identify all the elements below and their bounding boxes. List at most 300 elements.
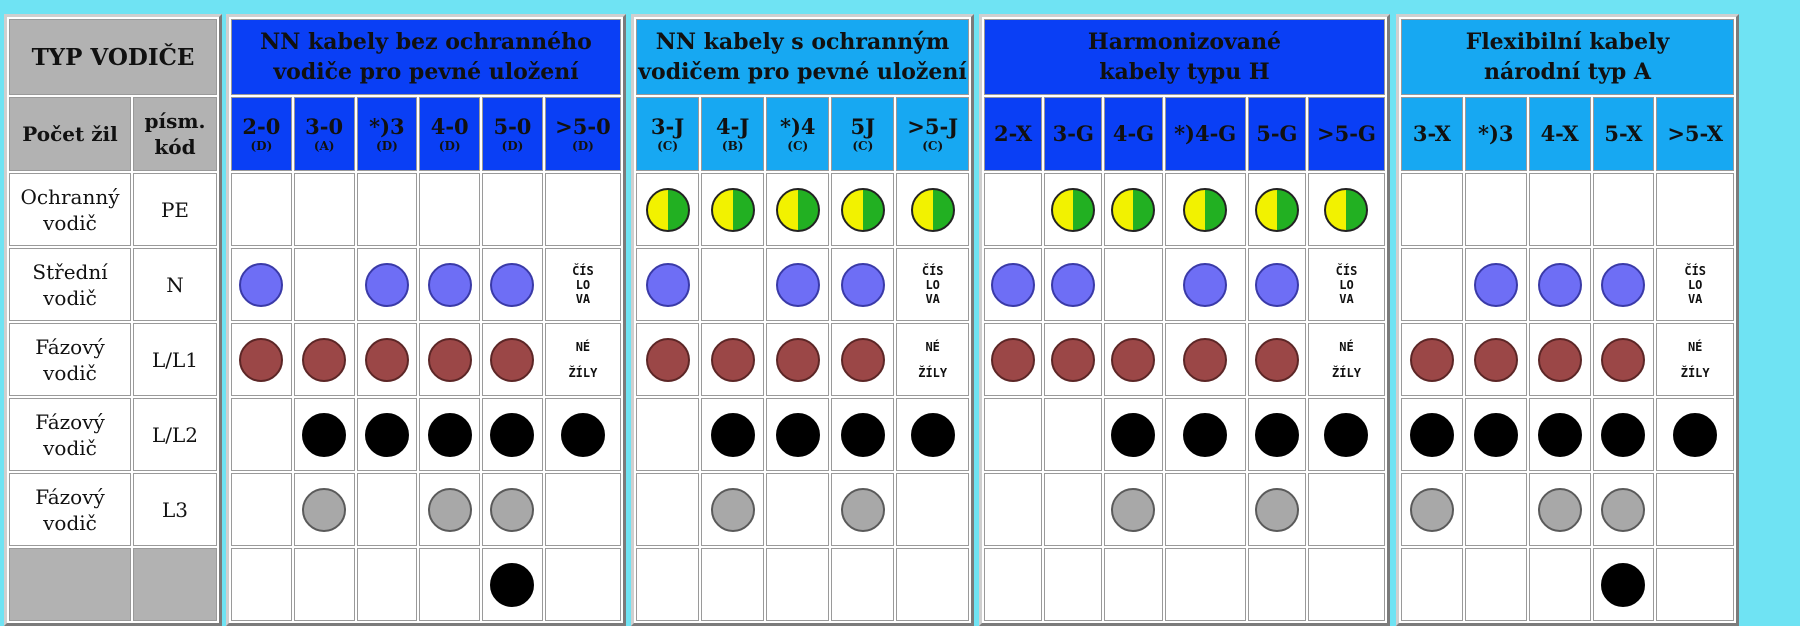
core-row xyxy=(636,248,969,321)
core-cell xyxy=(1401,398,1463,471)
core-row xyxy=(636,473,969,546)
core-cell xyxy=(984,398,1042,471)
conductor-name-line2: vodič xyxy=(43,285,97,310)
core-cell xyxy=(1529,398,1591,471)
conductor-code xyxy=(133,398,217,471)
conductor-code-label: N xyxy=(166,272,184,297)
pism-label: písm. xyxy=(144,109,206,133)
core-cell xyxy=(294,398,355,471)
core-cell xyxy=(357,173,418,246)
core-row xyxy=(231,473,621,546)
core-cell xyxy=(766,548,829,621)
core-cell xyxy=(1593,323,1655,396)
conductor-row xyxy=(9,398,217,471)
cable-group-2 xyxy=(631,14,974,626)
typ-vodice-header xyxy=(9,19,217,95)
core-row xyxy=(636,173,969,246)
core-cell xyxy=(1248,548,1306,621)
blue-core-dot xyxy=(239,263,283,307)
core-cell xyxy=(984,323,1042,396)
core-cell xyxy=(1656,173,1734,246)
cable-letter-code: (D) xyxy=(572,139,594,153)
cable-type-label: 3-0 xyxy=(305,114,344,139)
core-cell xyxy=(1044,398,1102,471)
core-cell xyxy=(482,248,543,321)
cable-type-code xyxy=(1465,97,1527,171)
conductor-row xyxy=(9,173,217,246)
black-core-dot xyxy=(490,563,534,607)
conductor-name-line2: vodič xyxy=(43,210,97,235)
core-cell xyxy=(1401,173,1463,246)
cable-letter-code: (D) xyxy=(438,139,461,153)
core-cell xyxy=(1044,548,1102,621)
core-cell xyxy=(766,398,829,471)
brown-core-dot xyxy=(1474,338,1518,382)
numbered-cores-text: ŽÍLY xyxy=(568,365,598,380)
green-yellow-core-dot xyxy=(776,188,820,232)
numbered-cores-text: LO xyxy=(1339,277,1354,292)
core-cell xyxy=(419,323,480,396)
core-cell xyxy=(231,398,292,471)
black-core-dot xyxy=(1324,413,1368,457)
core-row xyxy=(1401,173,1734,246)
core-cell xyxy=(231,548,292,621)
conductor-row xyxy=(9,473,217,546)
conductor-code-label: L/L1 xyxy=(151,347,199,372)
numbered-cores-label xyxy=(1657,264,1733,306)
core-cell xyxy=(701,398,764,471)
brown-core-dot xyxy=(1183,338,1227,382)
black-core-dot xyxy=(1111,413,1155,457)
core-cell xyxy=(1656,398,1734,471)
blue-core-dot xyxy=(841,263,885,307)
core-cell xyxy=(1165,248,1246,321)
black-core-dot xyxy=(711,413,755,457)
cable-letter-code: (C) xyxy=(787,139,809,153)
core-cell xyxy=(984,248,1042,321)
core-cell xyxy=(1593,473,1655,546)
numbered-cores-text: VA xyxy=(575,291,591,306)
brown-core-dot xyxy=(490,338,534,382)
blue-core-dot xyxy=(1601,263,1645,307)
conductor-row xyxy=(9,323,217,396)
group-title-line1: NN kabely s ochranným xyxy=(655,29,950,55)
core-cell xyxy=(1593,548,1655,621)
black-core-dot xyxy=(1255,413,1299,457)
cable-type-label: 3-G xyxy=(1052,121,1094,146)
core-cell xyxy=(636,473,699,546)
cable-type-code xyxy=(1593,97,1655,171)
conductor-name-line1: Ochranný xyxy=(20,184,120,209)
numbered-cores-text: ČÍS xyxy=(1684,263,1707,278)
core-cell xyxy=(1248,473,1306,546)
cable-type-code xyxy=(984,97,1042,171)
cable-letter-code: (D) xyxy=(376,139,398,153)
core-cell xyxy=(1593,173,1655,246)
black-core-dot xyxy=(365,413,409,457)
black-core-dot xyxy=(1474,413,1518,457)
core-row xyxy=(231,398,621,471)
core-cell xyxy=(1044,248,1102,321)
core-cell xyxy=(984,548,1042,621)
black-core-dot xyxy=(1538,413,1582,457)
black-core-dot xyxy=(490,413,534,457)
cable-type-label: 5-G xyxy=(1256,121,1298,146)
core-cell xyxy=(1529,173,1591,246)
cable-letter-code: (D) xyxy=(501,139,524,153)
numbered-cores-text: VA xyxy=(1339,291,1354,306)
core-row xyxy=(231,173,621,246)
cable-type-label: *)4-G xyxy=(1174,121,1237,146)
core-cell xyxy=(1465,473,1527,546)
numbered-cores-text: ŽÍLY xyxy=(1680,365,1710,380)
numbered-cores-text: ŽÍLY xyxy=(1332,365,1361,380)
conductor-name xyxy=(9,473,131,546)
core-cell xyxy=(1308,473,1385,546)
numbered-cores-text: NÉ xyxy=(575,339,591,354)
core-cell xyxy=(896,248,969,321)
cable-letter-code: (C) xyxy=(922,139,944,153)
group-title-line2: vodiče pro pevné uložení xyxy=(273,59,579,85)
cable-type-label: 5J xyxy=(850,114,876,139)
brown-core-dot xyxy=(428,338,472,382)
numbered-cores-text: ČÍS xyxy=(1335,263,1358,278)
conductor-name xyxy=(9,248,131,321)
gray-core-dot xyxy=(1111,488,1155,532)
core-cell xyxy=(1165,173,1246,246)
brown-core-dot xyxy=(991,338,1035,382)
core-cell xyxy=(1248,173,1306,246)
core-cell xyxy=(766,323,829,396)
gray-core-dot xyxy=(1255,488,1299,532)
core-cell xyxy=(1165,398,1246,471)
conductor-code xyxy=(133,173,217,246)
cable-type-label: 5-0 xyxy=(493,114,532,139)
core-cell xyxy=(1401,548,1463,621)
cable-letter-code: (A) xyxy=(313,139,335,153)
cable-type-code xyxy=(1308,97,1385,171)
core-cell xyxy=(831,398,894,471)
green-yellow-core-dot xyxy=(711,188,755,232)
cable-type-label: 3-J xyxy=(650,114,685,139)
core-cell xyxy=(419,398,480,471)
group-title-line1: Flexibilní kabely xyxy=(1465,29,1670,55)
core-cell xyxy=(1656,473,1734,546)
core-cell xyxy=(357,548,418,621)
numbered-cores-label xyxy=(546,340,620,380)
blue-core-dot xyxy=(365,263,409,307)
black-core-dot xyxy=(911,413,955,457)
core-cell xyxy=(1656,248,1734,321)
brown-core-dot xyxy=(841,338,885,382)
core-cell xyxy=(1593,398,1655,471)
core-cell xyxy=(419,548,480,621)
core-row xyxy=(636,398,969,471)
core-row xyxy=(636,548,969,621)
core-cell xyxy=(766,173,829,246)
cable-type-code xyxy=(419,97,480,171)
core-cell xyxy=(1656,548,1734,621)
conductor-name-line2: vodič xyxy=(43,360,97,385)
core-cell xyxy=(419,248,480,321)
core-cell xyxy=(896,548,969,621)
core-row xyxy=(1401,248,1734,321)
core-cell xyxy=(984,473,1042,546)
conductor-name xyxy=(9,323,131,396)
pocet-zil-header xyxy=(9,97,131,171)
core-row xyxy=(984,323,1385,396)
cable-group-4 xyxy=(1396,14,1739,626)
numbered-cores-text: NÉ xyxy=(925,339,940,354)
core-cell xyxy=(1044,323,1102,396)
cable-type-label: *)3 xyxy=(1478,121,1514,146)
cable-type-label: 2-X xyxy=(994,121,1033,146)
cable-group-3 xyxy=(979,14,1390,626)
green-yellow-core-dot xyxy=(1111,188,1155,232)
cable-type-code xyxy=(896,97,969,171)
pocet-zil-label: Počet žil xyxy=(22,122,118,146)
conductor-code xyxy=(133,473,217,546)
core-cell xyxy=(896,173,969,246)
core-cell xyxy=(545,173,621,246)
brown-core-dot xyxy=(646,338,690,382)
black-core-dot xyxy=(561,413,605,457)
core-cell xyxy=(1529,323,1591,396)
brown-core-dot xyxy=(1538,338,1582,382)
cable-type-code xyxy=(482,97,543,171)
core-row xyxy=(1401,323,1734,396)
core-row xyxy=(984,173,1385,246)
numbered-cores-text: LO xyxy=(925,277,940,292)
numbered-cores-label xyxy=(897,264,968,306)
core-cell xyxy=(1308,323,1385,396)
blue-core-dot xyxy=(1538,263,1582,307)
core-row xyxy=(984,248,1385,321)
black-core-dot xyxy=(302,413,346,457)
blue-core-dot xyxy=(428,263,472,307)
cable-type-code xyxy=(831,97,894,171)
group-title xyxy=(1401,19,1734,95)
core-cell xyxy=(1401,248,1463,321)
core-cell xyxy=(482,323,543,396)
brown-core-dot xyxy=(1601,338,1645,382)
core-row xyxy=(231,548,621,621)
green-yellow-core-dot xyxy=(1255,188,1299,232)
cable-group-1 xyxy=(226,14,626,626)
blue-core-dot xyxy=(1051,263,1095,307)
gray-core-dot xyxy=(428,488,472,532)
black-core-dot xyxy=(1673,413,1717,457)
blue-core-dot xyxy=(490,263,534,307)
core-cell xyxy=(1529,248,1591,321)
core-cell xyxy=(766,248,829,321)
core-cell xyxy=(1165,473,1246,546)
cable-type-label: 4-G xyxy=(1112,121,1155,146)
conductor-name-line1: Fázový xyxy=(35,334,105,359)
core-cell xyxy=(1308,548,1385,621)
blue-core-dot xyxy=(991,263,1035,307)
conductor-name-line1: Střední xyxy=(32,259,108,284)
black-core-dot xyxy=(1410,413,1454,457)
cable-type-code xyxy=(1656,97,1734,171)
cable-type-label: >5-J xyxy=(907,114,959,139)
core-cell xyxy=(1248,323,1306,396)
cable-type-code xyxy=(1248,97,1306,171)
core-cell xyxy=(1044,173,1102,246)
core-cell xyxy=(1248,398,1306,471)
core-cell xyxy=(294,173,355,246)
core-cell xyxy=(482,398,543,471)
numbered-cores-text: NÉ xyxy=(1687,339,1703,354)
brown-core-dot xyxy=(365,338,409,382)
core-cell xyxy=(1401,473,1463,546)
conductor-type-table xyxy=(4,14,222,626)
core-cell xyxy=(357,248,418,321)
black-core-dot xyxy=(1601,563,1645,607)
black-core-dot xyxy=(428,413,472,457)
group-title xyxy=(636,19,969,95)
green-yellow-core-dot xyxy=(1183,188,1227,232)
core-cell xyxy=(1529,473,1591,546)
conductor-code-label: PE xyxy=(160,197,190,222)
group-title-line2: kabely typu H xyxy=(1099,59,1270,85)
cable-type-code xyxy=(701,97,764,171)
cable-type-code xyxy=(231,97,292,171)
conductor-name-line1: Fázový xyxy=(35,484,105,509)
core-cell xyxy=(545,548,621,621)
core-cell xyxy=(231,473,292,546)
typ-vodice-label: TYP VODIČE xyxy=(31,43,195,71)
brown-core-dot xyxy=(1051,338,1095,382)
numbered-cores-label xyxy=(1309,264,1384,306)
core-cell xyxy=(1529,548,1591,621)
cable-type-code xyxy=(294,97,355,171)
cable-type-label: 3-X xyxy=(1412,121,1451,146)
cable-type-code xyxy=(357,97,418,171)
core-cell xyxy=(1104,473,1162,546)
cable-type-code xyxy=(1529,97,1591,171)
core-cell xyxy=(1465,173,1527,246)
conductor-name xyxy=(9,548,131,621)
numbered-cores-label xyxy=(546,264,620,306)
conductor-name xyxy=(9,398,131,471)
core-cell xyxy=(1401,323,1463,396)
cable-type-code xyxy=(1044,97,1102,171)
core-cell xyxy=(896,473,969,546)
cable-letter-code: (D) xyxy=(250,139,273,153)
core-cell xyxy=(294,323,355,396)
brown-core-dot xyxy=(1410,338,1454,382)
cable-type-label: *)4 xyxy=(779,114,816,139)
core-cell xyxy=(1104,398,1162,471)
core-cell xyxy=(896,323,969,396)
core-row xyxy=(984,398,1385,471)
core-cell xyxy=(1656,323,1734,396)
numbered-cores-text: ČÍS xyxy=(572,263,594,278)
numbered-cores-text: ŽÍLY xyxy=(918,365,948,380)
core-cell xyxy=(482,473,543,546)
conductor-name-line2: vodič xyxy=(43,435,97,460)
core-cell xyxy=(1465,323,1527,396)
core-cell xyxy=(831,323,894,396)
numbered-cores-text: ČÍS xyxy=(921,263,944,278)
core-cell xyxy=(231,323,292,396)
core-cell xyxy=(545,473,621,546)
numbered-cores-label xyxy=(1309,340,1384,380)
cable-type-label: *)3 xyxy=(369,114,405,139)
core-cell xyxy=(1308,398,1385,471)
blue-core-dot xyxy=(1255,263,1299,307)
brown-core-dot xyxy=(1111,338,1155,382)
core-cell xyxy=(701,548,764,621)
core-cell xyxy=(357,473,418,546)
green-yellow-core-dot xyxy=(911,188,955,232)
blue-core-dot xyxy=(776,263,820,307)
core-cell xyxy=(701,248,764,321)
blue-core-dot xyxy=(1183,263,1227,307)
core-cell xyxy=(984,173,1042,246)
cable-letter-code: (C) xyxy=(657,139,678,153)
core-cell xyxy=(831,473,894,546)
core-cell xyxy=(636,548,699,621)
cable-letter-code: (C) xyxy=(852,139,874,153)
cable-type-label: >5-X xyxy=(1667,121,1724,146)
black-core-dot xyxy=(1183,413,1227,457)
cable-type-code xyxy=(1165,97,1246,171)
gray-core-dot xyxy=(1538,488,1582,532)
core-row xyxy=(636,323,969,396)
numbered-cores-text: VA xyxy=(925,291,940,306)
core-cell xyxy=(636,173,699,246)
core-cell xyxy=(636,323,699,396)
brown-core-dot xyxy=(302,338,346,382)
conductor-code-label: L/L2 xyxy=(151,422,199,447)
gray-core-dot xyxy=(1601,488,1645,532)
core-row xyxy=(984,473,1385,546)
core-cell xyxy=(831,173,894,246)
core-cell xyxy=(1165,323,1246,396)
group-title-line1: NN kabely bez ochranného xyxy=(260,29,592,55)
core-cell xyxy=(701,473,764,546)
core-row xyxy=(984,548,1385,621)
kod-label: kód xyxy=(154,135,196,159)
core-cell xyxy=(231,173,292,246)
core-cell xyxy=(482,548,543,621)
core-cell xyxy=(1165,548,1246,621)
green-yellow-core-dot xyxy=(841,188,885,232)
numbered-cores-label xyxy=(897,340,968,380)
core-cell xyxy=(1248,248,1306,321)
group-title-line2: národní typ A xyxy=(1484,59,1651,85)
gray-core-dot xyxy=(490,488,534,532)
cable-type-label: 4-0 xyxy=(430,114,469,139)
numbered-cores-text: LO xyxy=(1687,277,1703,292)
core-cell xyxy=(294,248,355,321)
core-cell xyxy=(1104,548,1162,621)
core-cell xyxy=(419,473,480,546)
conductor-code xyxy=(133,323,217,396)
core-cell xyxy=(545,398,621,471)
blue-core-dot xyxy=(646,263,690,307)
cable-type-label: 4-J xyxy=(716,114,750,139)
core-cell xyxy=(294,473,355,546)
cable-type-code xyxy=(1104,97,1162,171)
core-row xyxy=(231,248,621,321)
conductor-row xyxy=(9,248,217,321)
conductor-code-label: L3 xyxy=(161,497,188,522)
blue-core-dot xyxy=(1474,263,1518,307)
core-cell xyxy=(545,323,621,396)
